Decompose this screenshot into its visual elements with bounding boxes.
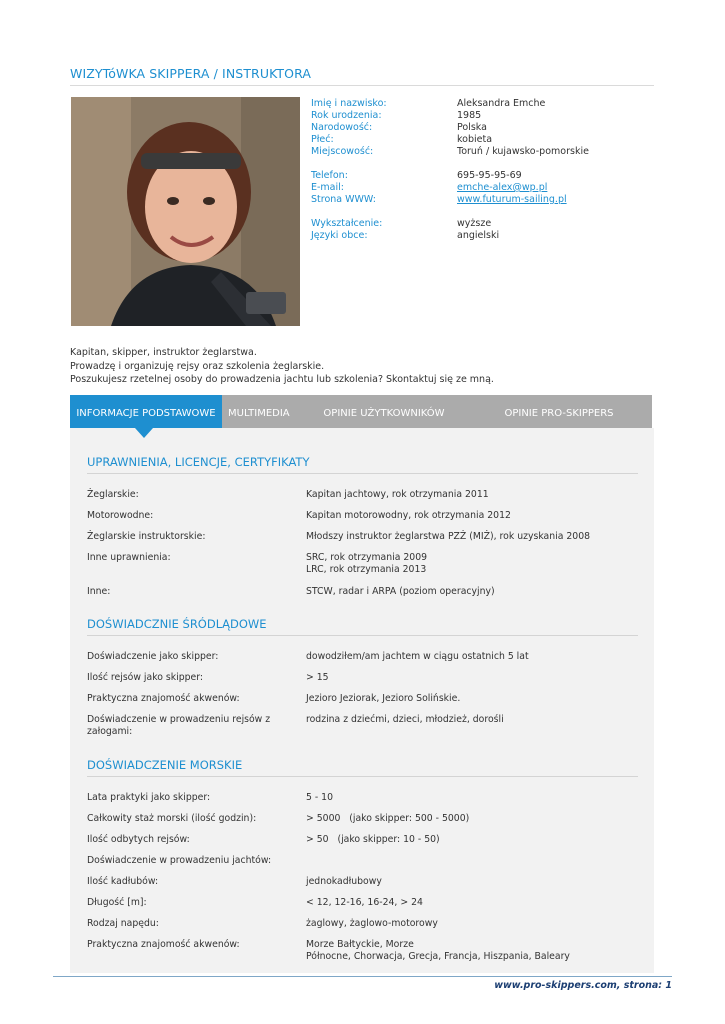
row-label: Całkowity staż morski (ilość godzin): (87, 813, 257, 824)
row-value: Morze Bałtyckie, Morze (306, 939, 414, 950)
skipper-photo (71, 97, 300, 326)
footer-divider (53, 976, 672, 977)
nationality-value: Polska (457, 122, 487, 133)
tab-bar (70, 395, 652, 428)
row-label: Inne uprawnienia: (87, 552, 171, 563)
row-label: Ilość odbytych rejsów: (87, 834, 190, 845)
row-label: Motorowodne: (87, 510, 154, 521)
row-label: Doświadczenie w prowadzeniu jachtów: (87, 855, 272, 866)
row-label: Ilość kadłubów: (87, 876, 159, 887)
row-value: > 5000 (jako skipper: 500 - 5000) (306, 813, 470, 824)
row-value: Jezioro Jeziorak, Jezioro Solińskie. (306, 693, 461, 704)
intro-line: Prowadzę i organizuję rejsy oraz szkolenia żeglarskie. (70, 360, 325, 372)
city-label: Miejscowość: (311, 146, 374, 157)
row-label: Żeglarskie instruktorskie: (87, 531, 206, 542)
row-label: Lata praktyki jako skipper: (87, 792, 211, 803)
active-tab-pointer (135, 428, 153, 438)
tab-basic-info[interactable]: INFORMACJE PODSTAWOWE (70, 395, 222, 428)
row-value: > 50 (jako skipper: 10 - 50) (306, 834, 440, 845)
website-label: Strona WWW: (311, 194, 376, 205)
row-value: Północne, Chorwacja, Grecja, Francja, Hiszpania, Baleary (306, 951, 570, 962)
row-value: Młodszy instruktor żeglarstwa PZŻ (MIŻ), rok uzyskania 2008 (306, 531, 591, 542)
name-label: Imię i nazwisko: (311, 98, 387, 109)
row-label: Praktyczna znajomość akwenów: (87, 693, 240, 704)
row-value: < 12, 12-16, 16-24, > 24 (306, 897, 423, 908)
tab-pro-skippers-reviews[interactable]: OPINIE PRO-SKIPPERS (504, 408, 614, 419)
row-value: dowodziłem/am jachtem w ciągu ostatnich 5 lat (306, 651, 529, 662)
row-value: żaglowy, żaglowo-motorowy (306, 918, 438, 929)
row-label: Inne: (87, 586, 111, 597)
intro-line: Kapitan, skipper, instruktor żeglarstwa. (70, 347, 257, 358)
birth-year-value: 1985 (457, 110, 482, 121)
row-value: 5 - 10 (306, 792, 334, 803)
footer-page-info: www.pro-skippers.com, strona: 1 (494, 980, 672, 991)
section-title-licenses: UPRAWNIENIA, LICENCJE, CERTYFIKATY (87, 455, 310, 469)
row-value: Kapitan jachtowy, rok otrzymania 2011 (306, 489, 489, 500)
row-label: Doświadczenie w prowadzeniu rejsów z (87, 714, 271, 725)
phone-value: 695-95-95-69 (457, 170, 522, 181)
nationality-label: Narodowość: (311, 122, 373, 133)
page-title: WIZYTóWKA SKIPPERA / INSTRUKTORA (70, 66, 312, 81)
tab-user-reviews[interactable]: OPINIE UŻYTKOWNIKÓW (323, 408, 445, 419)
row-label: Ilość rejsów jako skipper: (87, 672, 204, 683)
row-label: Żeglarskie: (87, 489, 139, 500)
section-divider (87, 776, 638, 777)
row-value: jednokadłubowy (306, 876, 382, 887)
tab-multimedia[interactable]: MULTIMEDIA (228, 408, 290, 419)
row-value: > 15 (306, 672, 329, 683)
title-divider (70, 85, 654, 86)
languages-value: angielski (457, 230, 500, 241)
row-label: Doświadczenie jako skipper: (87, 651, 219, 662)
row-label: Praktyczna znajomość akwenów: (87, 939, 240, 950)
row-value: LRC, rok otrzymania 2013 (306, 564, 427, 575)
languages-label: Języki obce: (311, 230, 368, 241)
portrait-illustration (71, 97, 300, 326)
phone-label: Telefon: (311, 170, 348, 181)
row-label: Długość [m]: (87, 897, 147, 908)
gender-value: kobieta (457, 134, 493, 145)
section-title-inland: DOŚWIADCZNIE ŚRÓDLĄDOWE (87, 617, 267, 631)
intro-line: Poszukujesz rzetelnej osoby do prowadzenia jachtu lub szkolenia? Skontaktuj się ze mną. (70, 374, 494, 385)
education-label: Wykształcenie: (311, 218, 383, 229)
gender-label: Płeć: (311, 134, 334, 145)
intro-text (70, 346, 494, 387)
row-value: STCW, radar i ARPA (poziom operacyjny) (306, 586, 495, 597)
education-value: wyższe (457, 218, 492, 229)
section-divider (87, 635, 638, 636)
row-label: Rodzaj napędu: (87, 918, 159, 929)
email-link[interactable]: emche-alex@wp.pl (457, 182, 548, 193)
section-divider (87, 473, 638, 474)
email-label: E-mail: (311, 182, 344, 193)
name-value: Aleksandra Emche (457, 98, 546, 109)
row-value: SRC, rok otrzymania 2009 (306, 552, 428, 563)
row-value: rodzina z dziećmi, dzieci, młodzież, dorośli (306, 714, 504, 725)
birth-year-label: Rok urodzenia: (311, 110, 382, 121)
website-link[interactable]: www.futurum-sailing.pl (457, 194, 567, 205)
row-value: Kapitan motorowodny, rok otrzymania 2012 (306, 510, 511, 521)
row-label: załogami: (87, 726, 133, 737)
city-value: Toruń / kujawsko-pomorskie (457, 146, 589, 157)
section-title-sea: DOŚWIADCZENIE MORSKIE (87, 758, 243, 772)
